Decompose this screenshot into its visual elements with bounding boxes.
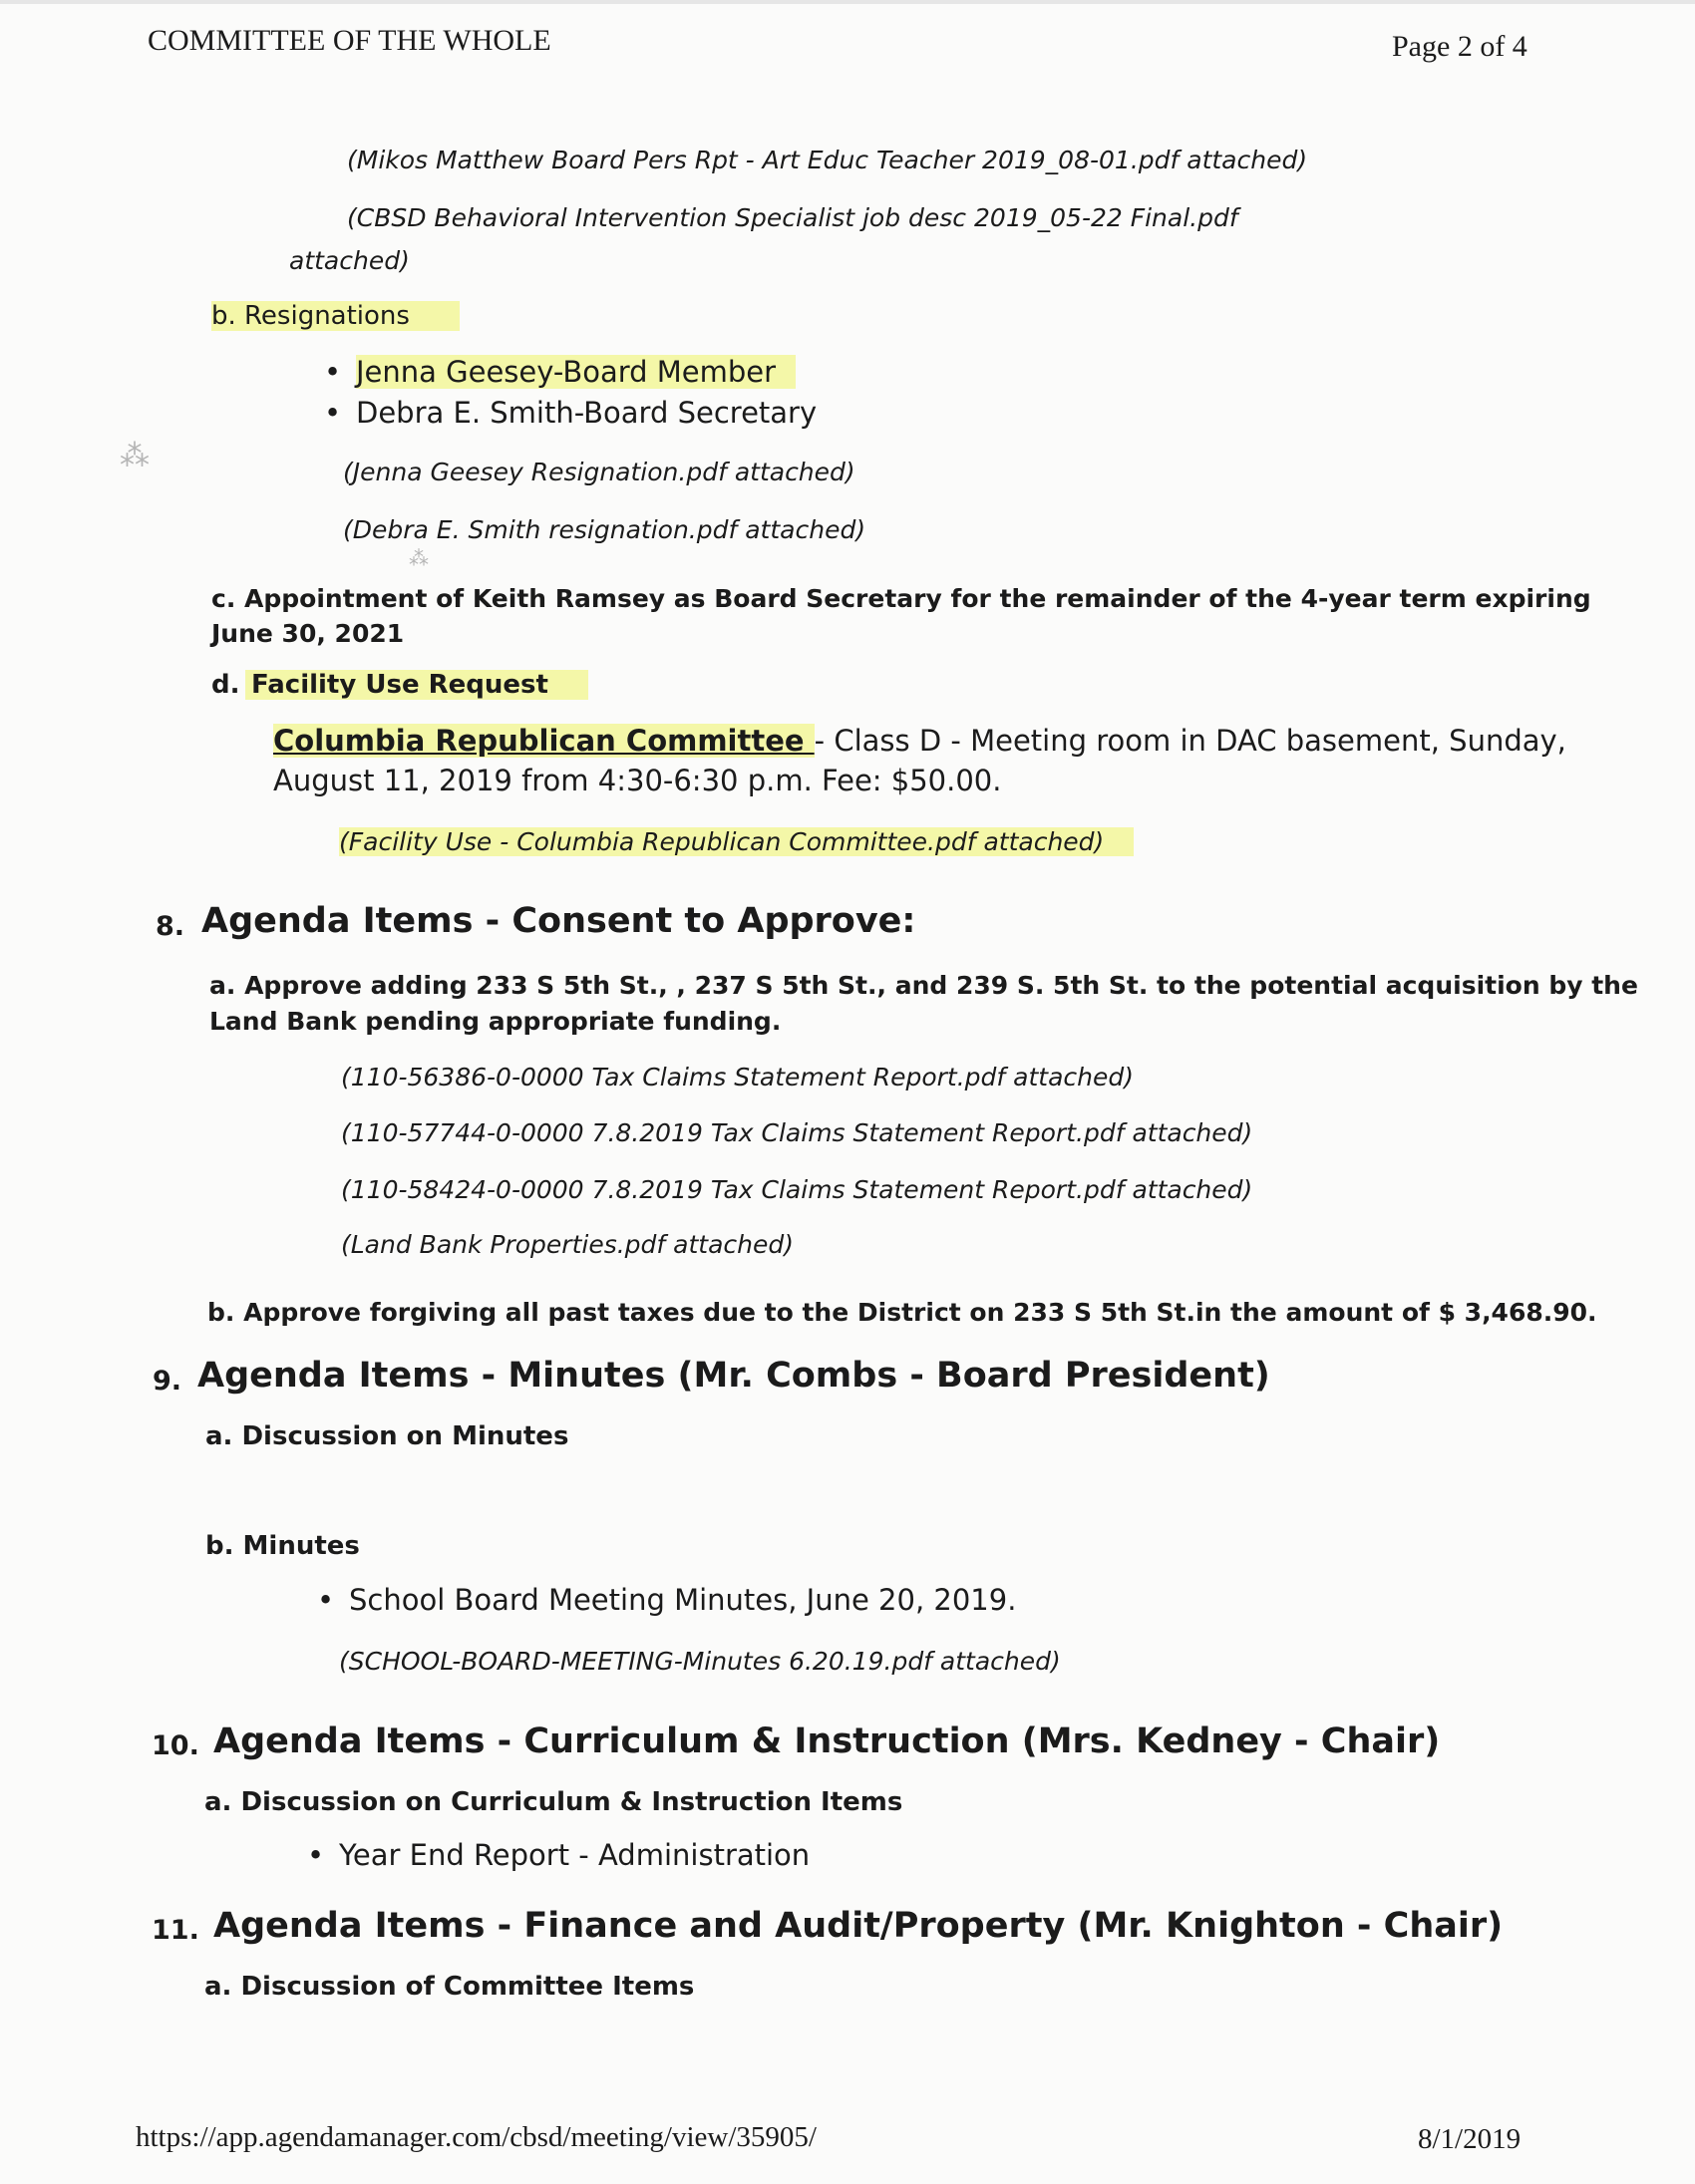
header-title: COMMITTEE OF THE WHOLE (148, 24, 551, 57)
resignations-heading: b. Resignations (211, 301, 460, 331)
section-number: 10. (152, 1730, 199, 1761)
facility-detail-cont: August 11, 2019 from 4:30-6:30 p.m. Fee: $50.00. (273, 764, 1002, 797)
facility-org: Columbia Republican Committee (273, 724, 815, 758)
page-number: Page 2 of 4 (1392, 30, 1527, 63)
agenda-item: a. Discussion on Minutes (205, 1421, 569, 1451)
section-title: Agenda Items - Minutes (Mr. Combs - Board President) (197, 1356, 1270, 1396)
attachment-note: (110-58424-0-0000 7.8.2019 Tax Claims Statement Report.pdf attached) (341, 1175, 1253, 1204)
attachment-note: (Jenna Geesey Resignation.pdf attached) (343, 458, 855, 486)
scan-artifact: ⁂ (120, 439, 150, 473)
scan-artifact: ⁂ (409, 546, 429, 570)
attachment-note: (110-57744-0-0000 7.8.2019 Tax Claims Statement Report.pdf attached) (341, 1118, 1253, 1147)
section-number: 11. (152, 1915, 199, 1946)
attachment-note: (SCHOOL-BOARD-MEETING-Minutes 6.20.19.pdf attached) (339, 1647, 1061, 1676)
attachment-note: (Land Bank Properties.pdf attached) (341, 1230, 795, 1259)
attachment-note: (Mikos Matthew Board Pers Rpt - Art Educ Teacher 2019_08-01.pdf attached) (347, 146, 1308, 174)
list-item: • Year End Report - Administration (339, 1838, 810, 1872)
attachment-note: (CBSD Behavioral Intervention Specialist job desc 2019_05-22 Final.pdf (347, 203, 1238, 232)
footer-date: 8/1/2019 (1418, 2123, 1522, 2155)
agenda-item-cont: Land Bank pending appropriate funding. (209, 1007, 782, 1036)
attachment-note: attached) (289, 246, 410, 275)
facility-letter: d. (211, 670, 240, 700)
list-item: • Jenna Geesey-Board Member (356, 355, 796, 389)
agenda-item: b. Approve forgiving all past taxes due to the District on 233 S 5th St.in the amount of $ 3,468.90. (207, 1298, 1597, 1327)
agenda-item: a. Approve adding 233 S 5th St., , 237 S 5th St., and 239 S. 5th St. to the potential acquisition by the (209, 971, 1638, 1000)
facility-detail-text: - Class D - Meeting room in DAC basement, Sunday, (814, 724, 1566, 758)
section-number: 8. (156, 911, 185, 942)
appointment-item: c. Appointment of Keith Ramsey as Board Secretary for the remainder of the 4-year term expiring (211, 584, 1591, 613)
agenda-item: b. Minutes (205, 1531, 360, 1561)
footer-url: https://app.agendamanager.com/cbsd/meeting/view/35905/ (136, 2121, 817, 2153)
list-item: • School Board Meeting Minutes, June 20, 2019. (349, 1583, 1016, 1617)
facility-detail (273, 724, 1566, 758)
scan-edge (0, 0, 1695, 4)
attachment-note: (Facility Use - Columbia Republican Committee.pdf attached) (339, 827, 1134, 856)
agenda-item: a. Discussion on Curriculum & Instruction Items (204, 1787, 903, 1817)
attachment-note: (Debra E. Smith resignation.pdf attached) (343, 515, 866, 544)
section-number: 9. (153, 1366, 182, 1397)
appointment-item-cont: June 30, 2021 (211, 619, 405, 648)
facility-heading: Facility Use Request (245, 670, 588, 700)
section-title: Agenda Items - Consent to Approve: (201, 901, 916, 941)
section-title: Agenda Items - Finance and Audit/Property (Mr. Knighton - Chair) (213, 1906, 1504, 1946)
agenda-item: a. Discussion of Committee Items (204, 1972, 695, 2002)
list-item: • Debra E. Smith-Board Secretary (356, 396, 817, 430)
attachment-note: (110-56386-0-0000 Tax Claims Statement Report.pdf attached) (341, 1063, 1135, 1092)
section-title: Agenda Items - Curriculum & Instruction (Mrs. Kedney - Chair) (213, 1721, 1441, 1761)
